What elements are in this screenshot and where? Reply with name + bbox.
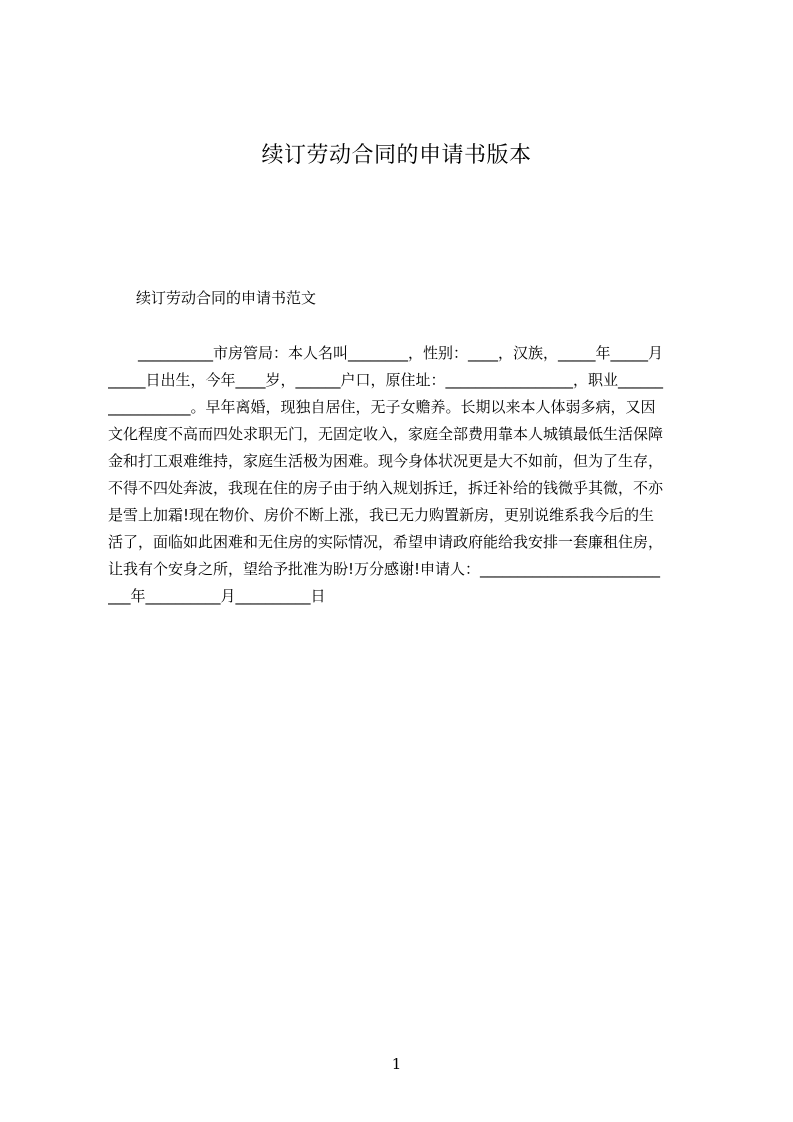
page-number: 1 bbox=[391, 1055, 402, 1073]
body-line: ___年__________月__________日 bbox=[108, 587, 326, 605]
body-paragraph bbox=[108, 340, 700, 610]
body-line: 文化程度不高而四处求职无门，无固定收入，家庭全部费用靠本人城镇最低生活保障 bbox=[108, 425, 664, 443]
body-line: 是雪上加霜!现在物价、房价不断上涨，我已无力购置新房，更别说维系我今后的生 bbox=[108, 506, 655, 524]
body-line: ___________。早年离婚，现独自居住，无子女赡养。长期以来本人体弱多病，又因 bbox=[108, 398, 656, 416]
body-line: 不得不四处奔波，我现在住的房子由于纳入规划拆迁，拆迁补给的钱微乎其微，不亦 bbox=[108, 479, 664, 497]
document-subtitle: 续订劳动合同的申请书范文 bbox=[136, 289, 317, 307]
body-line: 让我有个安身之所，望给予批准为盼!万分感谢!申请人：________________________ bbox=[108, 560, 661, 578]
body-line: 活了，面临如此困难和无住房的实际情况，希望申请政府能给我安排一套廉租住房， bbox=[108, 533, 664, 551]
body-line: _____日出生，今年____岁，______户口，原住址：_________________，职业______ bbox=[108, 371, 664, 389]
body-line: __________市房管局：本人名叫________，性别：____，汉族，_____年_____月 bbox=[138, 344, 664, 362]
document-title: 续订劳动合同的申请书版本 bbox=[261, 143, 532, 168]
body-line: 金和打工艰难维持，家庭生活极为困难。现今身体状况更是大不如前，但为了生存， bbox=[108, 452, 664, 470]
